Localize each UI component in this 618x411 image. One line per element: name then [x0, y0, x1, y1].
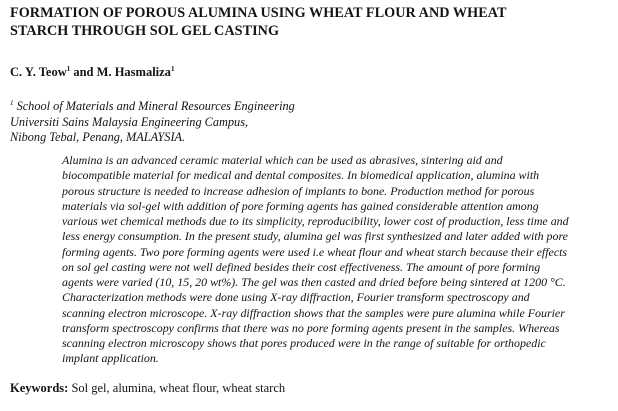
abstract-line: on sol gel casting were not well defined besides their cost effectiveness. The amount of pore forming: [62, 259, 541, 274]
title-line: STARCH THROUGH SOL GEL CASTING: [10, 23, 280, 39]
abstract-line: less energy consumption. In the present study, alumina gel was first synthesized and later added with pore: [62, 229, 568, 244]
abstract-line: materials via sol-gel with addition of pore forming agents has gained considerable attention among: [62, 198, 539, 213]
keywords: [10, 381, 285, 396]
paper-title: [10, 4, 610, 40]
title-line: FORMATION OF POROUS ALUMINA USING WHEAT FLOUR AND WHEAT: [10, 5, 507, 21]
abstract-line: Alumina is an advanced ceramic material which can be used as abrasives, sintering aid and: [62, 153, 503, 167]
keywords-text: Sol gel, alumina, wheat flour, wheat starch: [68, 381, 286, 395]
abstract-line: various wet chemical methods due to its simplicity, reproducibility, lower cost of production, less time and: [62, 214, 569, 228]
abstract-line: scanning electron microscope. X-ray diffraction shows that the samples were pure alumina while Fourier: [62, 305, 565, 320]
abstract-line: Characterization methods were done using X-ray diffraction, Fourier transform spectroscopy and: [62, 290, 530, 305]
affiliation-mark: 1: [10, 99, 14, 107]
abstract-line: porous structure is needed to increase adhesion of implants to bone. Production method for porous: [62, 183, 535, 198]
author-list: [10, 65, 174, 80]
author-name: C. Y. Teow: [10, 65, 67, 79]
abstract-line: forming agents. Two pore forming agents were used i.e wheat flour and wheat starch because their effects: [62, 244, 568, 259]
affiliation-line: [10, 96, 295, 115]
abstract-line: transform spectroscopy confirms that there was no pore forming agents present in the samples. Whereas: [62, 320, 560, 335]
author-name: M. Hasmaliza: [96, 65, 171, 79]
abstract-line: biocompatible material for medical and dental composites. In biomedical application, alumina with: [62, 168, 540, 183]
affiliation-mark: 1: [66, 65, 71, 73]
affiliation-line: Universiti Sains Malaysia Engineering Campus,: [10, 114, 249, 129]
affiliation-text: School of Materials and Mineral Resources Engineering: [13, 99, 295, 113]
abstract-line: agents were varied (10, 15, 20 wt%). The gel was then casted and dried before being sintered at 1200 °C.: [62, 275, 566, 289]
abstract-line: implant application.: [62, 351, 159, 366]
affiliation-line: Nibong Tebal, Penang, MALAYSIA.: [10, 130, 186, 144]
abstract: [62, 153, 618, 367]
keywords-label: Keywords:: [10, 381, 69, 395]
author-separator: and: [70, 65, 97, 79]
affiliation-block: [10, 96, 295, 146]
affiliation-mark: 1: [170, 65, 175, 73]
abstract-line: scanning electron microscopy shows that pores produced were in the range of suitable for orthopedic: [62, 336, 546, 350]
